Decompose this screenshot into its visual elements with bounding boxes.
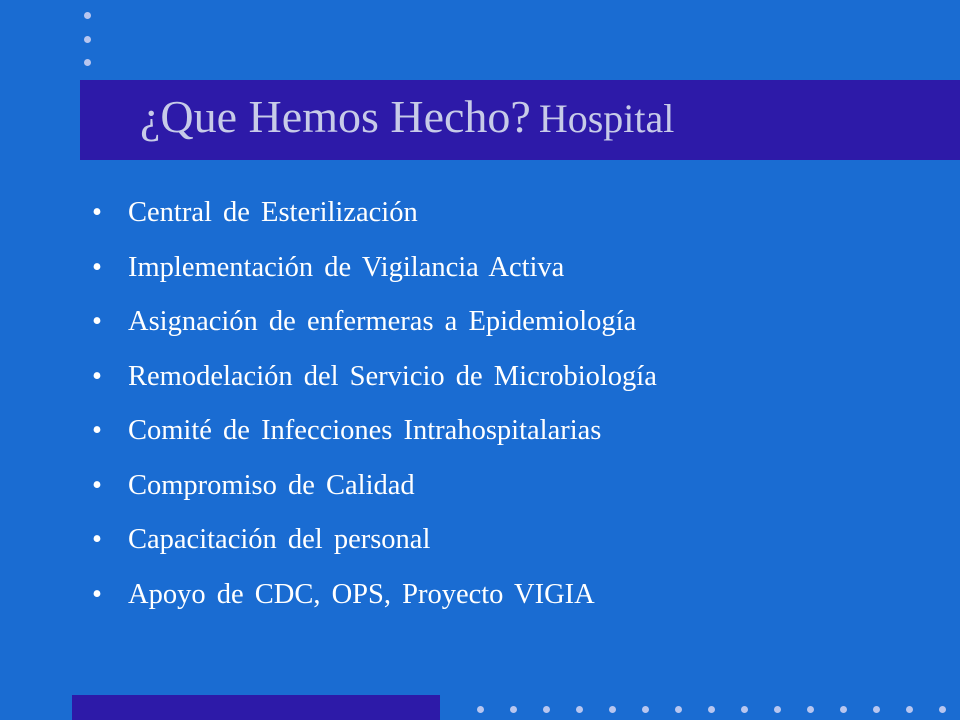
bullet-icon: •	[92, 306, 102, 337]
bullet-icon: •	[92, 251, 102, 283]
slide-title-sub: Hospital	[538, 96, 675, 141]
decorative-dot	[939, 706, 946, 713]
footer-bar	[72, 695, 440, 720]
decorative-dot	[807, 706, 814, 713]
slide-title	[140, 91, 675, 142]
bullet-icon: •	[92, 469, 102, 501]
bullet-text: Central de Esterilización	[128, 197, 418, 228]
decorative-dot	[840, 706, 847, 713]
bullet-text: Capacitación del personal	[128, 524, 431, 555]
decorative-dot	[774, 706, 781, 713]
slide-title-main: ¿Que Hemos Hecho?	[140, 91, 531, 142]
bullet-icon: •	[92, 578, 102, 610]
decorative-dot	[873, 706, 880, 713]
bullet-icon: •	[92, 524, 102, 555]
decorative-dot	[84, 36, 91, 43]
bullet-icon: •	[92, 197, 102, 228]
bullet-text: Implementación de Vigilancia Activa	[128, 251, 565, 283]
decorative-dot	[576, 706, 583, 713]
decorative-dot	[708, 706, 715, 713]
bullet-text: Apoyo de CDC, OPS, Proyecto VIGIA	[128, 578, 595, 610]
decorative-dot	[84, 59, 91, 66]
decorative-dot	[543, 706, 550, 713]
bullet-text: Compromiso de Calidad	[128, 469, 415, 501]
decorative-dot	[906, 706, 913, 713]
bullet-text: Comité de Infecciones Intrahospitalarias	[128, 415, 602, 446]
decorative-dot	[675, 706, 682, 713]
bullet-icon: •	[92, 360, 102, 392]
decorative-dot	[84, 12, 91, 19]
bullet-text: Remodelación del Servicio de Microbiología	[128, 360, 657, 392]
bullet-icon: •	[92, 415, 102, 446]
decorative-dot	[609, 706, 616, 713]
decorative-dot	[741, 706, 748, 713]
decorative-dot	[642, 706, 649, 713]
decorative-dot	[510, 706, 517, 713]
bullet-text: Asignación de enfermeras a Epidemiología	[128, 306, 637, 337]
decorative-dot	[477, 706, 484, 713]
